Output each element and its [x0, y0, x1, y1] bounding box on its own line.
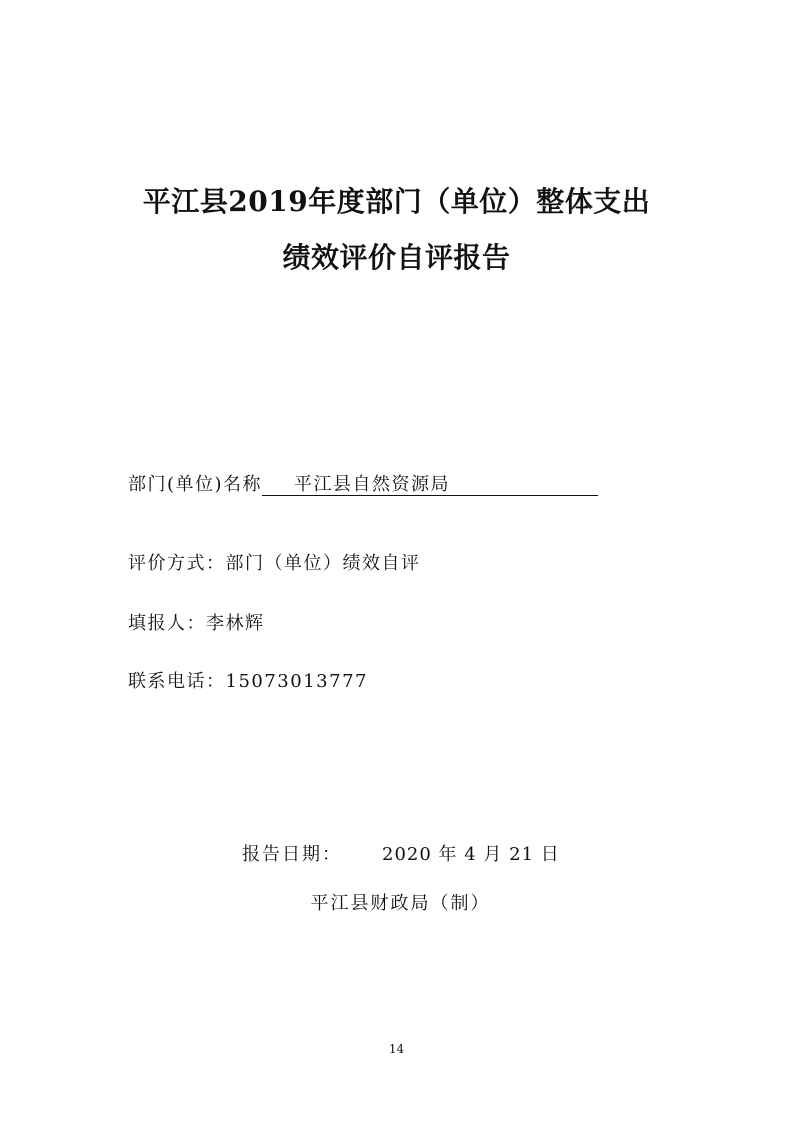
- issuing-authority: 平江县财政局（制）: [310, 893, 491, 914]
- document-title-line-2: 绩效评价自评报告: [282, 241, 511, 274]
- filler-name: 填报人：李林辉: [128, 613, 265, 634]
- unit-name-field: [128, 470, 598, 496]
- unit-name-value: 平江县自然资源局: [262, 475, 598, 496]
- report-date-value: 2020 年 4 月 21 日: [382, 844, 560, 865]
- contact-phone: 联系电话：15073013777: [128, 671, 368, 692]
- report-date-label: 报告日期：: [242, 844, 342, 865]
- page-number: 14: [388, 1042, 405, 1056]
- unit-name-label: 部门(单位)名称: [128, 474, 263, 495]
- report-date: [242, 840, 560, 866]
- document-title-line-1: 平江县2019年度部门（单位）整体支出: [142, 185, 651, 218]
- evaluation-method: 评价方式：部门（单位）绩效自评: [128, 553, 421, 574]
